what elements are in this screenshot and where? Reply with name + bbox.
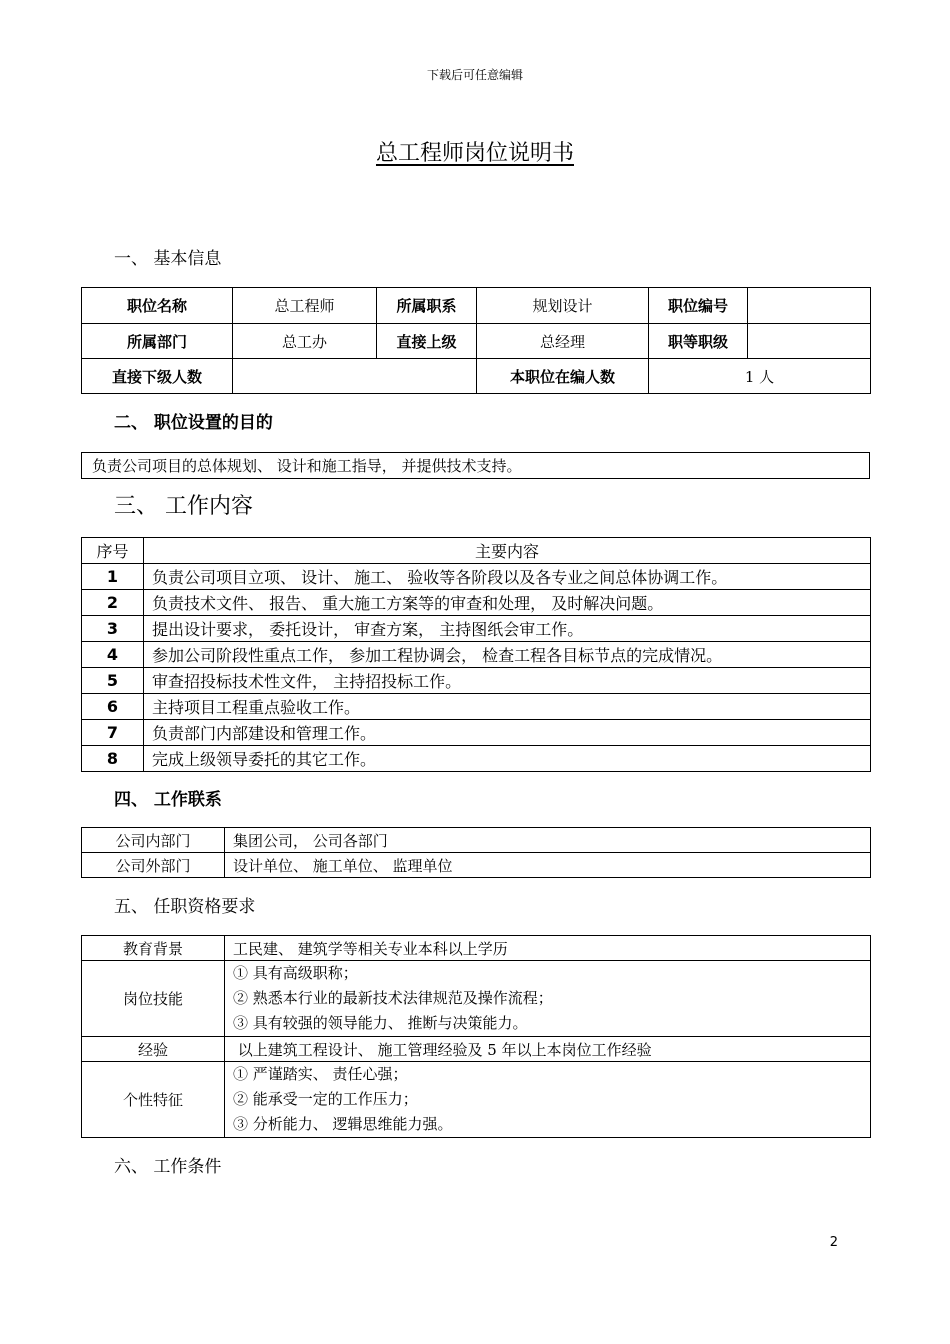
- contacts-table: [81, 827, 871, 878]
- section-heading-purpose: 二、 职位设置的目的: [114, 413, 273, 433]
- label-headcount: 本职位在编人数: [477, 359, 649, 394]
- value-experience: 以上建筑工程设计、 施工管理经验及 5 年以上本岗位工作经验: [225, 1037, 871, 1062]
- work-content-table: [81, 537, 871, 772]
- row-no: 6: [82, 694, 144, 720]
- value-personality: [225, 1062, 871, 1138]
- label-job-family: 所属职系: [377, 288, 477, 324]
- value-position-name: 总工程师: [233, 288, 377, 324]
- col-header-content: 主要内容: [144, 538, 871, 564]
- row-content: 主持项目工程重点验收工作。: [144, 694, 871, 720]
- qualifications-table: [81, 935, 871, 1138]
- value-department: 总工办: [233, 324, 377, 359]
- document-title: 总工程师岗位说明书: [375, 141, 574, 166]
- label-direct-superior: 直接上级: [377, 324, 477, 359]
- row-content: 负责公司项目立项、 设计、 施工、 验收等各阶段以及各专业之间总体协调工作。: [144, 564, 871, 590]
- skill-line: ② 熟悉本行业的最新技术法律规范及操作流程；: [233, 989, 553, 1007]
- label-position-code: 职位编号: [649, 288, 748, 324]
- basic-info-table: [81, 287, 871, 394]
- skill-line: ① 具有高级职称；: [233, 964, 358, 982]
- contact-value-internal: 集团公司， 公司各部门: [225, 828, 871, 853]
- contact-label-external: 公司外部门: [82, 853, 225, 878]
- header-note: 下载后可任意编辑: [426, 68, 523, 82]
- col-header-no: 序号: [82, 538, 144, 564]
- row-no: 1: [82, 564, 144, 590]
- row-content: 审查招投标技术性文件， 主持招投标工作。: [144, 668, 871, 694]
- section-heading-basic-info: 一、 基本信息: [114, 249, 222, 269]
- label-grade: 职等职级: [649, 324, 748, 359]
- row-content: 负责技术文件、 报告、 重大施工方案等的审查和处理， 及时解决问题。: [144, 590, 871, 616]
- skill-line: ③ 具有较强的领导能力、 推断与决策能力。: [233, 1014, 528, 1032]
- value-subordinates: [233, 359, 477, 394]
- section-heading-work-conditions: 六、 工作条件: [114, 1157, 222, 1177]
- value-skills: [225, 961, 871, 1037]
- row-no: 5: [82, 668, 144, 694]
- label-subordinates: 直接下级人数: [82, 359, 233, 394]
- label-position-name: 职位名称: [82, 288, 233, 324]
- row-no: 3: [82, 616, 144, 642]
- label-department: 所属部门: [82, 324, 233, 359]
- label-personality: 个性特征: [82, 1062, 225, 1138]
- page-number: 2: [829, 1235, 838, 1250]
- row-no: 7: [82, 720, 144, 746]
- personality-line: ③ 分析能力、 逻辑思维能力强。: [233, 1115, 453, 1133]
- value-direct-superior: 总经理: [477, 324, 649, 359]
- row-content: 完成上级领导委托的其它工作。: [144, 746, 871, 772]
- label-experience: 经验: [82, 1037, 225, 1062]
- contact-value-external: 设计单位、 施工单位、 监理单位: [225, 853, 871, 878]
- row-no: 4: [82, 642, 144, 668]
- label-skills: 岗位技能: [82, 961, 225, 1037]
- section-heading-qualifications: 五、 任职资格要求: [114, 897, 256, 917]
- row-no: 2: [82, 590, 144, 616]
- value-job-family: 规划设计: [477, 288, 649, 324]
- purpose-text: 负责公司项目的总体规划、 设计和施工指导， 并提供技术支持。: [82, 453, 870, 479]
- value-headcount: 1 人: [649, 359, 871, 394]
- value-education: 工民建、 建筑学等相关专业本科以上学历: [225, 936, 871, 961]
- contact-label-internal: 公司内部门: [82, 828, 225, 853]
- row-content: 提出设计要求， 委托设计， 审查方案， 主持图纸会审工作。: [144, 616, 871, 642]
- label-education: 教育背景: [82, 936, 225, 961]
- personality-line: ① 严谨踏实、 责任心强；: [233, 1065, 408, 1083]
- personality-line: ② 能承受一定的工作压力；: [233, 1090, 418, 1108]
- section-heading-work-content: 三、 工作内容: [114, 494, 253, 519]
- row-no: 8: [82, 746, 144, 772]
- row-content: 负责部门内部建设和管理工作。: [144, 720, 871, 746]
- value-grade: [748, 324, 871, 359]
- value-position-code: [748, 288, 871, 324]
- purpose-table: [81, 452, 870, 479]
- section-heading-contacts: 四、 工作联系: [114, 790, 222, 810]
- row-content: 参加公司阶段性重点工作， 参加工程协调会， 检查工程各目标节点的完成情况。: [144, 642, 871, 668]
